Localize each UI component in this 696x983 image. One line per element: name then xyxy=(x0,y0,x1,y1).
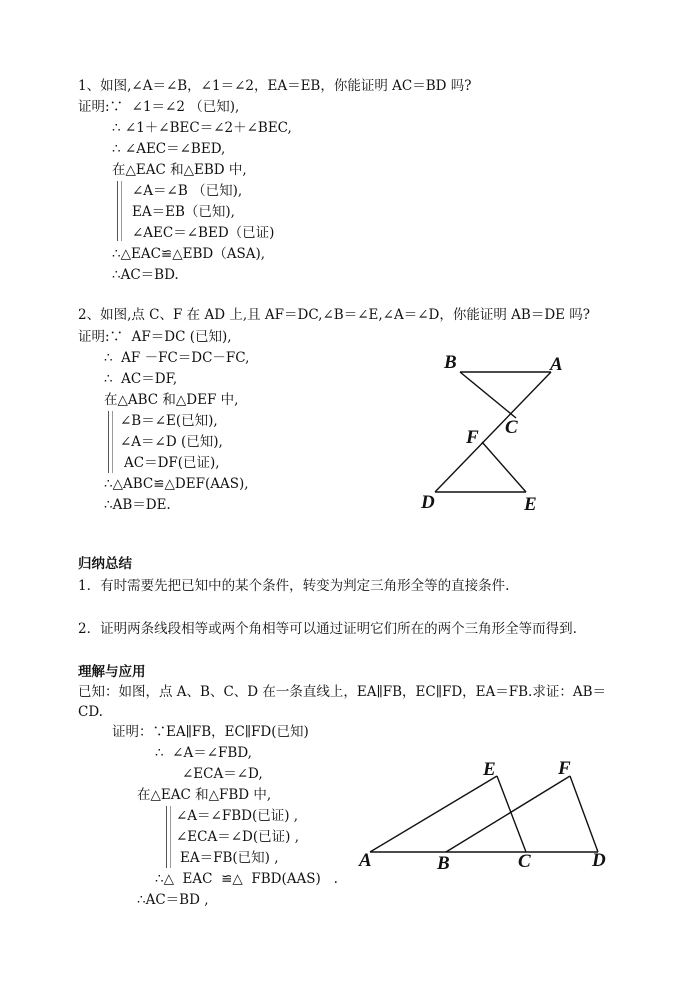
summary-item: 2．证明两条线段相等或两个角相等可以通过证明它们所在的两个三角形全等而得到. xyxy=(78,621,577,637)
application-proof-line: 在△EAC 和△FBD 中, xyxy=(137,787,272,803)
application-heading: 理解与应用 xyxy=(78,664,146,680)
problem2-proof-line: ∴△ABC≌△DEF(AAS), xyxy=(104,476,249,492)
figure2-label: B xyxy=(444,352,457,373)
application-proof-line: ∠A＝∠FBD(已证) , xyxy=(176,808,299,824)
problem1-proof-line: ∴AC＝BD. xyxy=(112,267,179,283)
segment-BF xyxy=(446,776,570,852)
application-proof-line: ∴AC＝BD , xyxy=(137,892,209,908)
figure3-label: B xyxy=(437,853,450,874)
figure2-label: E xyxy=(524,494,537,515)
problem1-proof-line: ∴ ∠1＋∠BEC＝∠2＋∠BEC, xyxy=(112,120,292,136)
figure2-label: D xyxy=(421,492,435,513)
problem1-proof-line: ∴ ∠AEC＝∠BED, xyxy=(112,141,226,157)
summary-heading: 归纳总结 xyxy=(78,556,132,572)
figure3-label: C xyxy=(518,851,531,872)
figure3-label: F xyxy=(558,758,571,779)
problem1-proof-line: EA＝EB（已知), xyxy=(132,204,235,220)
segment-EC xyxy=(497,776,526,852)
segment-FD xyxy=(570,776,598,852)
problem1-proof-line: ∴△EAC≌△EBD（ASA), xyxy=(112,246,266,262)
figure3-label: D xyxy=(592,850,606,871)
problem1-statement: 1、如图,∠A＝∠B，∠1＝∠2，EA＝EB，你能证明 AC＝BD 吗? xyxy=(78,78,472,94)
problem2-proof-line: 证明:∵ AF＝DC (已知), xyxy=(78,329,232,345)
application-proof-line: ∠ECA＝∠D(已证) , xyxy=(176,829,299,845)
figure3-label: A xyxy=(359,850,372,871)
problem2-proof-line: AC＝DF(已证), xyxy=(124,455,220,471)
application-proof-line: ∠ECA＝∠D, xyxy=(182,766,263,782)
problem2-statement: 2、如图,点 C、F 在 AD 上,且 AF＝DC,∠B＝∠E,∠A＝∠D，你能证明 AB＝DE 吗? xyxy=(78,307,591,323)
application-proof-line: ∴△ EAC ≌△ FBD(AAS) . xyxy=(155,871,338,887)
application-statement: 已知：如图，点 A、B、C、D 在一条直线上，EA∥FB，EC∥FD，EA＝FB.求证：AB＝ xyxy=(78,684,606,700)
application-proof-line: EA＝FB(已知) , xyxy=(180,850,279,866)
figure2-label: A xyxy=(550,354,563,375)
application-statement: CD. xyxy=(78,704,103,720)
figure2-label: F xyxy=(466,427,479,448)
figure2-label: C xyxy=(505,417,518,438)
problem2-proof-line: ∠A＝∠D (已知), xyxy=(120,434,223,450)
problem1-proof-line: ∠A＝∠B （已知), xyxy=(132,183,243,199)
problem1-proof-line: 在△EAC 和△EBD 中, xyxy=(112,162,247,178)
problem2-proof-line: ∠B＝∠E(已知), xyxy=(120,413,218,429)
application-proof-line: ∴ ∠A＝∠FBD, xyxy=(155,745,252,761)
problem2-proof-line: 在△ABC 和△DEF 中, xyxy=(104,392,239,408)
problem1-proof-line: 证明:∵ ∠1＝∠2 （已知), xyxy=(78,99,240,115)
problem1-proof-line: ∠AEC＝∠BED（已证) xyxy=(132,225,275,241)
problem2-proof-line: ∴AB＝DE. xyxy=(104,497,171,513)
problem2-proof-line: ∴ AF －FC＝DC－FC, xyxy=(104,350,250,366)
application-proof-line: 证明：∵EA∥FB，EC∥FD(已知) xyxy=(112,724,309,740)
segment-AE xyxy=(370,776,497,852)
problem2-proof-line: ∴ AC＝DF, xyxy=(104,371,178,387)
figure3-label: E xyxy=(483,759,496,780)
summary-item: 1．有时需要先把已知中的某个条件，转变为判定三角形全等的直接条件. xyxy=(78,578,510,594)
